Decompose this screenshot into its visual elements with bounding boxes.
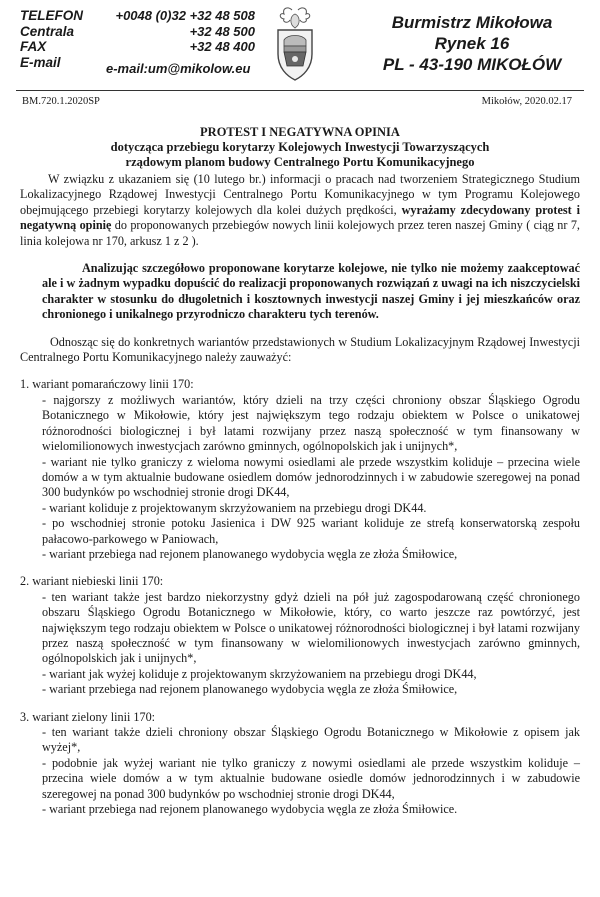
paragraph-variants-intro: Odnosząc się do konkretnych wariantów przedstawionych w Studium Lokalizacyjnym Rządowej Inwestycji Centralnego Portu Komunikacyjnego należy zauważyć: xyxy=(20,334,580,365)
intro-text-after: do proponowanych przebiegów nowych linii kolejowych przez teren naszej Gminy ( ciąg nr 7, linia kolejowa nr 170, arkusz 1 z 2 ). xyxy=(20,218,580,248)
intro-text-before: W związku z ukazaniem się (10 lutego br.) informacji o pracach nad tworzeniem Strategicznego Studium Lokalizacyjnego Rządowej Inwestycji Centralnego Portu Komunikacyjnego w tym Programu Kolejowego obejmującego przebiegi korytarzy kolejowych dla kolei dużych prędkości, xyxy=(20,172,580,217)
label-email: E-mail xyxy=(20,54,61,70)
title-sub-2: rządowym planom budowy Centralnego Portu Komunikacyjnego xyxy=(125,155,475,169)
variant-points xyxy=(20,590,580,698)
value-fax: +32 48 400 xyxy=(189,39,255,54)
value-email: e-mail:um@mikolow.eu xyxy=(106,61,251,76)
document-date: Mikołów, 2020.02.17 xyxy=(481,96,572,107)
list-item: - najgorszy z możliwych wariantów, który dzieli na trzy części chroniony obszar Śląskiego Ogrodu Botanicznego w Mikołowie, który jest największym tego rodzaju obiektem w Polsce o unikatowej różnorodności biologicznej i był latami rozwijany przez naszą społeczność w tym finansowany w wielomilionowych inwestycjach zarówno gminnych, ogólnopolskich jak i unijnych*, xyxy=(42,392,580,454)
contact-values xyxy=(105,8,255,55)
list-item: - wariant koliduje z projektowanym skrzyżowaniem na przebiegu drogi DK44. xyxy=(42,500,427,515)
office-city: PL - 43-190 MIKOŁÓW xyxy=(382,55,562,74)
list-item: - po wschodniej stronie potoku Jasienica i DW 925 wariant koliduje ze strefą konserwatorską zespołu pałacowo-parkowego w Paniowach, xyxy=(42,516,580,546)
variant-orange xyxy=(20,377,580,562)
letterhead xyxy=(0,6,600,86)
variant-heading: 3. wariant zielony linii 170: xyxy=(20,709,156,724)
coat-of-arms-icon xyxy=(270,6,320,84)
list-item: - wariant przebiega nad rejonem planowanego wydobycia węgla ze złoża Śmiłowice, xyxy=(42,682,458,697)
list-item: - wariant przebiega nad rejonem planowanego wydobycia węgla ze złoża Śmiłowice. xyxy=(42,802,458,817)
variant-points xyxy=(20,393,580,562)
value-telefon: +0048 (0)32 +32 48 508 xyxy=(115,8,255,23)
document-body xyxy=(20,172,580,817)
office-address xyxy=(362,12,582,75)
office-name: Burmistrz Mikołowa xyxy=(391,13,553,32)
variant-points xyxy=(20,725,580,817)
list-item: - wariant nie tylko graniczy z wieloma nowymi osiedlami ale przede wszystkim koliduje – przecina wiele domów a w tym aktualnie budowane osiedlem domów jednorodzinnych i w zabudowie szeregowej na ponad 300 budynków po wschodniej stronie drogi DK44, xyxy=(42,454,580,500)
label-centrala: Centrala xyxy=(20,23,75,39)
header-divider xyxy=(16,90,584,91)
list-item: - ten wariant także jest bardzo niekorzystny gdyż dzieli na pół już zagospodarowaną część chronionego obszaru Śląskiego Ogrodu Botanicznego w Mikołowie, który, co warto jeszcze raz powtórzyć, jest największym tego rodzaju obiektem w Polsce o unikatowej różnorodności biologicznej i był latami rozwijany przez naszą społeczność w tym finansowany w wielomilionowych inwestycjach zarówno gminnych, ogólnopolskich jak i unijnych*, xyxy=(42,589,580,666)
title-main: PROTEST I NEGATYWNA OPINIA xyxy=(200,125,400,139)
list-item: - podobnie jak wyżej wariant nie tylko graniczy z nowymi osiedlami ale przede wszystkim koliduje – przecina wiele domów a w tym aktualnie budowane osiedle domów jednorodzinnych i w zabudowie szeregowej na ponad 300 budynków po wschodniej stronie drogi DK44, xyxy=(42,755,580,801)
list-item: - ten wariant także dzieli chroniony obszar Śląskiego Ogrodu Botanicznego w Mikołowie z opisem jak wyżej*, xyxy=(42,725,580,755)
list-item: - wariant jak wyżej koliduje z projektowanym skrzyżowaniem na przebiegu drogi DK44, xyxy=(42,666,477,681)
variant-blue xyxy=(20,574,580,697)
title-sub-1: dotycząca przebiegu korytarzy Kolejowych Inwestycji Towarzyszących xyxy=(110,140,490,154)
paragraph-intro xyxy=(20,172,580,249)
reference-number: BM.720.1.2020SP xyxy=(22,96,100,107)
label-fax: FAX xyxy=(20,39,47,54)
office-street: Rynek 16 xyxy=(434,34,510,53)
list-item: - wariant przebiega nad rejonem planowanego wydobycia węgla ze złoża Śmiłowice, xyxy=(42,546,458,561)
label-telefon: TELEFON xyxy=(20,8,83,23)
paragraph-analysis: Analizując szczegółowo proponowane korytarze kolejowe, nie tylko nie możemy zaakceptować ale i w żadnym wypadku dopuścić do realizacji proponowanych rozwiązań z uwagi na ich niszczycielski charakter w stosunku do długoletnich i kosztownych inwestycji naszej Gminy i jej mieszkańców oraz chronionego i unikalnego przyrodniczo charakteru tych terenów. xyxy=(42,261,580,322)
intro-text-emphasis: wyrażamy zdecydowany protest i negatywną opinię xyxy=(20,202,580,233)
variant-heading: 2. wariant niebieski linii 170: xyxy=(20,574,164,589)
variant-green xyxy=(20,710,580,818)
variant-heading: 1. wariant pomarańczowy linii 170: xyxy=(20,377,194,392)
value-centrala: +32 48 500 xyxy=(189,23,255,39)
document-title xyxy=(0,125,600,170)
contact-labels xyxy=(20,8,83,70)
